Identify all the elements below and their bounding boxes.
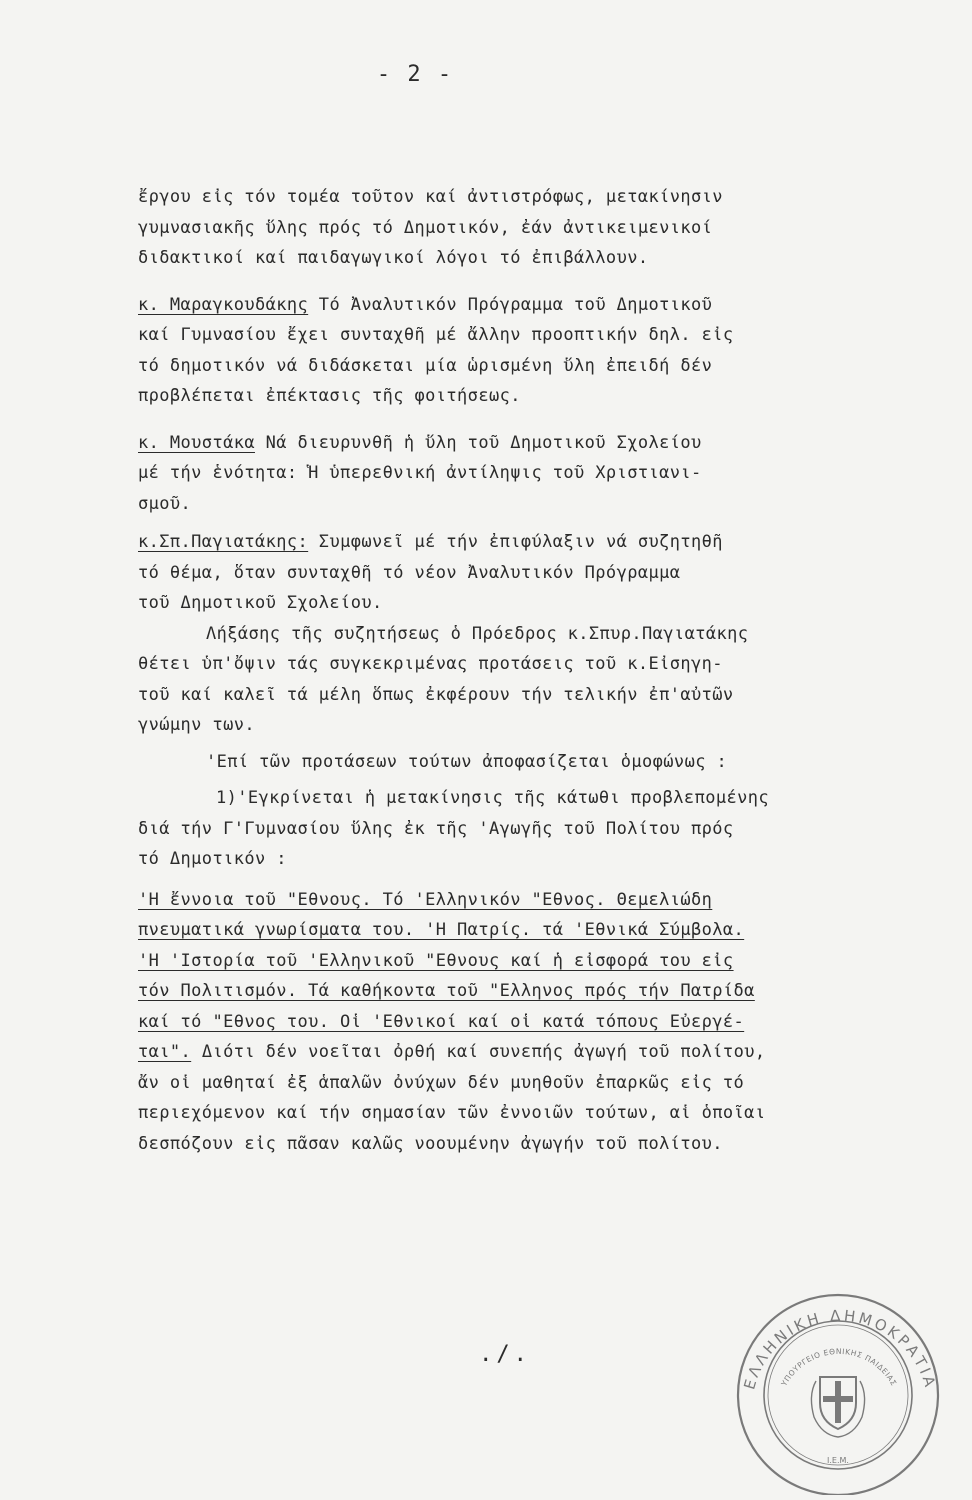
underlined-line: 'Η 'Ιστορία τοῦ 'Ελληνικοῦ "Εθνους καί ἡ εἰσφορά του εἰς xyxy=(138,950,734,971)
text-line: 1)'Εγκρίνεται ἡ μετακίνησις τῆς κάτωθι προβλεπομένης xyxy=(216,788,770,808)
text-line: Τό Ἀναλυτικόν Πρόγραμμα τοῦ Δημοτικοῦ xyxy=(308,294,713,315)
text-line: τοῦ καί καλεῖ τά μέλη ὅπως ἐκφέρουν τήν τελικήν ἐπ'αὐτῶν xyxy=(138,684,734,705)
speaker-paragraph xyxy=(138,527,908,558)
seal-inner-text: ΥΠΟΥΡΓΕΙΟ ΕΘΝΙΚΗΣ ΠΑΙΔΕΙΑΣ xyxy=(779,1346,899,1388)
underlined-line: τόν Πολιτισμόν. Τά καθήκοντα τοῦ "Ελληνος πρός τήν Πατρίδα xyxy=(138,981,755,1001)
page-number: - 2 - xyxy=(376,62,454,87)
text-line: διδακτικοί καί παιδαγωγικοί λόγοι τό ἐπιβάλλουν. xyxy=(138,248,649,268)
text-line: περιεχόμενον καί τήν σημασίαν τῶν ἐννοιῶν τούτων, αἱ ὁποῖαι xyxy=(138,1103,766,1123)
text-line: τό θέμα, ὅταν συνταχθῆ τό νέον Ἀναλυτικόν Πρόγραμμα xyxy=(138,562,681,583)
speaker-name: κ.Σπ.Παγιατάκης: xyxy=(138,532,309,552)
text-line: Συμφωνεῖ μέ τήν ἐπιφύλαξιν νά συζητηθῆ xyxy=(308,532,723,552)
text-line: προβλέπεται ἐπέκτασις τῆς φοιτήσεως. xyxy=(138,386,521,406)
text-line: Νά διευρυνθῆ ἡ ὕλη τοῦ Δημοτικοῦ Σχολείου xyxy=(254,432,702,453)
text-line: ἔργου εἰς τόν τομέα τοῦτον καί ἀντιστρόφως, μετακίνησιν xyxy=(138,187,723,207)
text-line: γνώμην των. xyxy=(138,715,255,735)
underlined-line: καί τό "Εθνος του. Οἱ 'Εθνικοί καί οἱ κατά τόπους Εὐεργέ- xyxy=(138,1011,745,1032)
speaker-paragraph xyxy=(138,428,908,459)
text-line: καί Γυμνασίου ἔχει συνταχθῆ μέ ἄλλην προοπτικήν δηλ. εἰς xyxy=(138,325,734,345)
text-line: ἄν οἱ μαθηταί ἐξ ἁπαλῶν ὀνύχων δέν μυηθοῦν ἐπαρκῶς εἰς τό xyxy=(138,1072,745,1093)
text-line: δεσπόζουν εἰς πᾶσαν καλῶς νοουμένην ἀγωγήν τοῦ πολίτου. xyxy=(138,1133,723,1154)
speaker-name: κ. Μαραγκουδάκης xyxy=(138,294,309,315)
text-line: τό δημοτικόν νά διδάσκεται μία ὡρισμένη ὕλη ἐπειδή δέν xyxy=(138,355,713,376)
text-fragment: Διότι δέν νοεῖται ὀρθή καί συνεπής ἀγωγή τοῦ πολίτου, xyxy=(191,1042,766,1062)
text-line: 'Επί τῶν προτάσεων τούτων ἀποφασίζεται ὁμοφώνως : xyxy=(206,751,728,772)
text-line: Λήξάσης τῆς συζητήσεως ὁ Πρόεδρος κ.Σπυρ.Παγιατάκης xyxy=(206,623,749,644)
speaker-name: κ. Μουστάκα xyxy=(138,432,255,453)
text-line: τοῦ Δημοτικοῦ Σχολείου. xyxy=(138,593,383,613)
seal-outer-text: ΕΛΛΗΝΙΚΗ ΔΗΜΟΚΡΑΤΙΑ xyxy=(740,1306,940,1392)
continuation-mark: ./. xyxy=(479,1342,531,1367)
seal-bottom-text: Ι.Ε.Μ. xyxy=(827,1456,849,1465)
document-body xyxy=(138,182,908,1159)
underlined-line: πνευματικά γνωρίσματα του. 'Η Πατρίς. τά 'Εθνικά Σύμβολα. xyxy=(138,920,745,940)
underlined-line: 'Η ἔννοια τοῦ "Εθνους. Τό 'Ελληνικόν "Εθνος. Θεμελιώδη xyxy=(138,889,713,910)
text-line: μέ τήν ἑνότητα: Ἡ ὑπερεθνική ἀντίληψις τοῦ Χριστιανι- xyxy=(138,463,702,483)
official-seal-stamp xyxy=(728,1285,948,1495)
text-line: διά τήν Γ'Γυμνασίου ὕλης ἐκ τῆς 'Αγωγῆς τοῦ Πολίτου πρός xyxy=(138,818,734,839)
text-line: γυμνασιακῆς ὕλης πρός τό Δημοτικόν, ἐάν ἀντικειμενικοί xyxy=(138,217,713,238)
coat-of-arms-icon xyxy=(811,1377,864,1437)
text-line: θέτει ὑπ'ὄψιν τάς συγκεκριμένας προτάσεις τοῦ κ.Εἰσηγη- xyxy=(138,654,723,674)
mixed-line xyxy=(138,1037,908,1068)
text-line: σμοῦ. xyxy=(138,493,192,514)
underlined-fragment: ται". xyxy=(138,1042,192,1062)
speaker-paragraph xyxy=(138,290,908,321)
text-line: τό Δημοτικόν : xyxy=(138,849,287,869)
